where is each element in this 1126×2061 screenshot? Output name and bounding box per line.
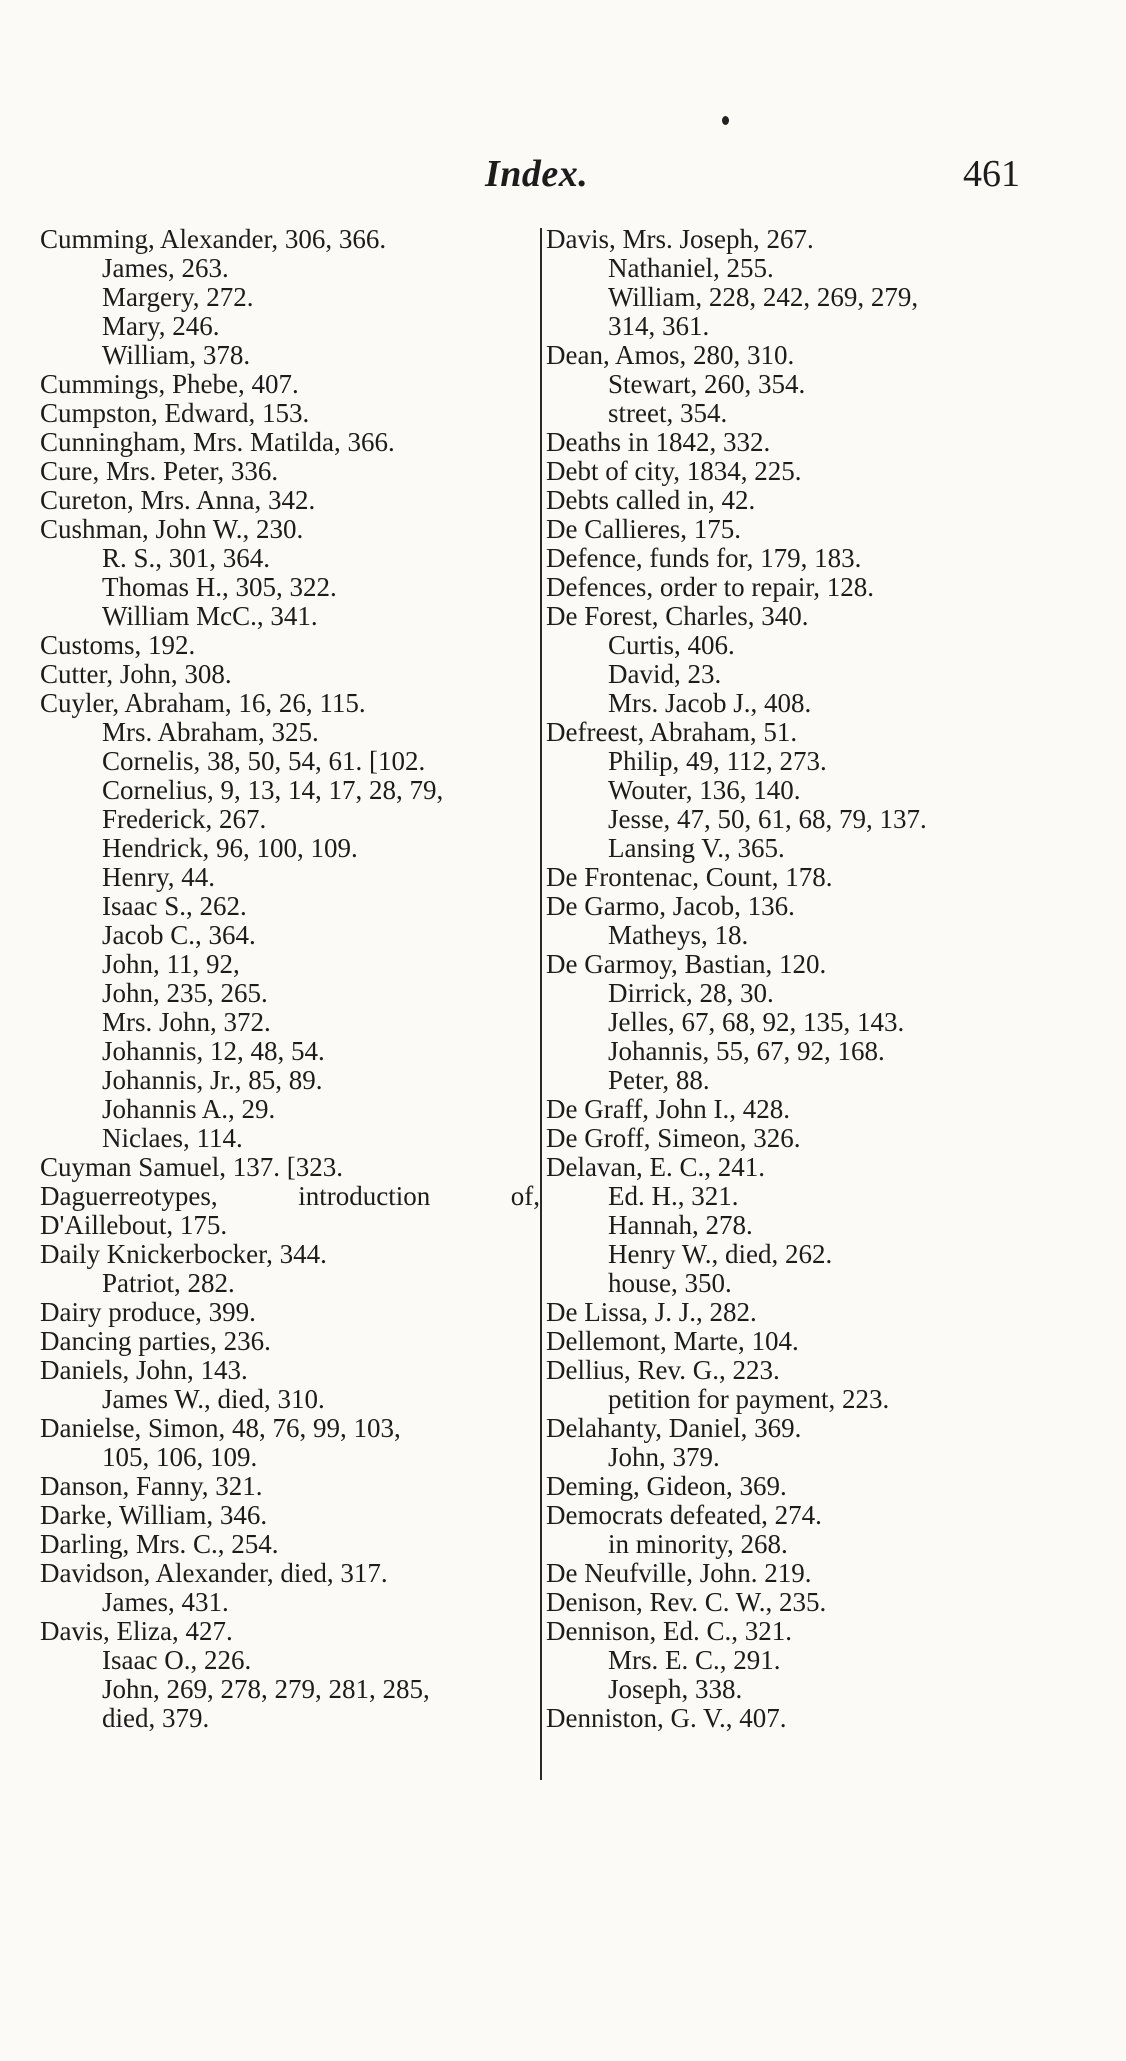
index-entry: Henry, 44. xyxy=(102,862,215,892)
index-entry: Mrs. E. C., 291. xyxy=(608,1645,781,1675)
index-entry: Johannis A., 29. xyxy=(102,1094,276,1124)
index-entry: Jacob C., 364. xyxy=(102,920,256,950)
index-entry: Lansing V., 365. xyxy=(608,833,785,863)
index-entry: Davidson, Alexander, died, 317. xyxy=(40,1558,388,1588)
index-entry: Cumpston, Edward, 153. xyxy=(40,398,310,428)
index-entry: John, 269, 278, 279, 281, 285, xyxy=(102,1674,430,1704)
index-entry: Mrs. Jacob J., 408. xyxy=(608,688,812,718)
index-entry: Darke, William, 346. xyxy=(40,1500,268,1530)
index-entry: Democrats defeated, 274. xyxy=(546,1500,822,1530)
index-entry: Cureton, Mrs. Anna, 342. xyxy=(40,485,316,515)
index-entry: Henry W., died, 262. xyxy=(608,1239,833,1269)
index-entry: Cushman, John W., 230. xyxy=(40,514,304,544)
index-entry: Thomas H., 305, 322. xyxy=(102,572,337,602)
index-entry: Dean, Amos, 280, 310. xyxy=(546,340,795,370)
index-entry: petition for payment, 223. xyxy=(608,1384,890,1414)
index-entry: Johannis, 55, 67, 92, 168. xyxy=(608,1036,885,1066)
index-entry: Cuyman Samuel, 137. [323. xyxy=(40,1152,343,1182)
index-entry: Daniels, John, 143. xyxy=(40,1355,248,1385)
index-entry: Defence, funds for, 179, 183. xyxy=(546,543,862,573)
index-entry: Johannis, 12, 48, 54. xyxy=(102,1036,325,1066)
index-entry: James, 431. xyxy=(102,1587,229,1617)
index-entry: Davis, Eliza, 427. xyxy=(40,1616,233,1646)
index-entry: De Lissa, J. J., 282. xyxy=(546,1297,757,1327)
index-entry: Niclaes, 114. xyxy=(102,1123,243,1153)
index-entry: Cure, Mrs. Peter, 336. xyxy=(40,456,279,486)
index-entry: Jelles, 67, 68, 92, 135, 143. xyxy=(608,1007,905,1037)
page-title: Index. xyxy=(485,153,589,195)
index-entry: John, 235, 265. xyxy=(102,978,268,1008)
index-entry: Isaac S., 262. xyxy=(102,891,247,921)
index-entry: James W., died, 310. xyxy=(102,1384,325,1414)
index-entry: Curtis, 406. xyxy=(608,630,735,660)
index-entry: Dairy produce, 399. xyxy=(40,1297,256,1327)
index-entry: in minority, 268. xyxy=(608,1529,788,1559)
index-entry: De Callieres, 175. xyxy=(546,514,741,544)
index-entry: John, 11, 92, xyxy=(102,949,240,979)
index-entry: 314, 361. xyxy=(608,311,710,341)
index-entry: Jesse, 47, 50, 61, 68, 79, 137. xyxy=(608,804,927,834)
index-entry: Peter, 88. xyxy=(608,1065,710,1095)
index-entry: Deaths in 1842, 332. xyxy=(546,427,771,457)
index-entry: Dellemont, Marte, 104. xyxy=(546,1326,799,1356)
index-entry: Cuyler, Abraham, 16, 26, 115. xyxy=(40,688,366,718)
index-entry: Daily Knickerbocker, 344. xyxy=(40,1239,327,1269)
index-entry: Cutter, John, 308. xyxy=(40,659,232,689)
index-entry: Daguerreotypes, introduction of, xyxy=(40,1181,540,1211)
index-entry: Dellius, Rev. G., 223. xyxy=(546,1355,780,1385)
index-entry: Dennison, Ed. C., 321. xyxy=(546,1616,792,1646)
column-divider xyxy=(540,228,542,1780)
index-entry: Deming, Gideon, 369. xyxy=(546,1471,787,1501)
left-index-column xyxy=(40,225,540,1785)
index-entry: William McC., 341. xyxy=(102,601,318,631)
index-entry: John, 379. xyxy=(608,1442,720,1472)
index-entry: D'Aillebout, 175. xyxy=(40,1210,228,1240)
index-entry: De Garmo, Jacob, 136. xyxy=(546,891,795,921)
index-entry: De Frontenac, Count, 178. xyxy=(546,862,833,892)
index-entry: De Garmoy, Bastian, 120. xyxy=(546,949,827,979)
index-entry: Defreest, Abraham, 51. xyxy=(546,717,798,747)
index-entry: Hannah, 278. xyxy=(608,1210,753,1240)
index-entry: Stewart, 260, 354. xyxy=(608,369,806,399)
index-entry: Philip, 49, 112, 273. xyxy=(608,746,827,776)
index-entry: Debts called in, 42. xyxy=(546,485,756,515)
index-entry: Isaac O., 226. xyxy=(102,1645,252,1675)
index-entry: Defences, order to repair, 128. xyxy=(546,572,875,602)
index-entry: Patriot, 282. xyxy=(102,1268,235,1298)
page-number: 461 xyxy=(963,153,1020,195)
index-entry: Cunningham, Mrs. Matilda, 366. xyxy=(40,427,395,457)
index-entry: Denison, Rev. C. W., 235. xyxy=(546,1587,827,1617)
index-entry: De Neufville, John. 219. xyxy=(546,1558,812,1588)
index-entry: 105, 106, 109. xyxy=(102,1442,258,1472)
index-entry: street, 354. xyxy=(608,398,728,428)
index-entry: Cornelius, 9, 13, 14, 17, 28, 79, xyxy=(102,775,444,805)
index-entry: David, 23. xyxy=(608,659,722,689)
index-entry: Wouter, 136, 140. xyxy=(608,775,801,805)
index-entry: De Groff, Simeon, 326. xyxy=(546,1123,801,1153)
index-entry: Delavan, E. C., 241. xyxy=(546,1152,765,1182)
right-index-column xyxy=(546,225,1036,1785)
index-entry: Cumming, Alexander, 306, 366. xyxy=(40,224,387,254)
index-entry: Dirrick, 28, 30. xyxy=(608,978,774,1008)
index-entry: Frederick, 267. xyxy=(102,804,267,834)
index-entry: Customs, 192. xyxy=(40,630,196,660)
index-entry: Mrs. John, 372. xyxy=(102,1007,271,1037)
index-entry: Ed. H., 321. xyxy=(608,1181,739,1211)
index-entry: Cummings, Phebe, 407. xyxy=(40,369,299,399)
index-entry: Hendrick, 96, 100, 109. xyxy=(102,833,358,863)
index-entry: Cornelis, 38, 50, 54, 61. [102. xyxy=(102,746,426,776)
index-entry: house, 350. xyxy=(608,1268,732,1298)
index-entry: Dancing parties, 236. xyxy=(40,1326,271,1356)
index-entry: De Forest, Charles, 340. xyxy=(546,601,809,631)
index-entry: Joseph, 338. xyxy=(608,1674,743,1704)
index-entry: Mrs. Abraham, 325. xyxy=(102,717,319,747)
index-entry: Margery, 272. xyxy=(102,282,254,312)
index-entry: R. S., 301, 364. xyxy=(102,543,271,573)
index-entry: Mary, 246. xyxy=(102,311,220,341)
index-entry: Danielse, Simon, 48, 76, 99, 103, xyxy=(40,1413,401,1443)
index-entry: Danson, Fanny, 321. xyxy=(40,1471,263,1501)
index-entry: William, 378. xyxy=(102,340,251,370)
index-entry: Nathaniel, 255. xyxy=(608,253,774,283)
index-entry: Matheys, 18. xyxy=(608,920,749,950)
index-entry: Delahanty, Daniel, 369. xyxy=(546,1413,802,1443)
print-dot-mark xyxy=(722,116,729,125)
index-entry: Darling, Mrs. C., 254. xyxy=(40,1529,279,1559)
index-entry: Davis, Mrs. Joseph, 267. xyxy=(546,224,814,254)
index-entry: Debt of city, 1834, 225. xyxy=(546,456,802,486)
index-entry: Johannis, Jr., 85, 89. xyxy=(102,1065,323,1095)
index-entry: De Graff, John I., 428. xyxy=(546,1094,790,1124)
index-entry: William, 228, 242, 269, 279, xyxy=(608,282,919,312)
index-entry: Denniston, G. V., 407. xyxy=(546,1703,787,1733)
index-entry: died, 379. xyxy=(102,1703,210,1733)
index-entry: James, 263. xyxy=(102,253,229,283)
